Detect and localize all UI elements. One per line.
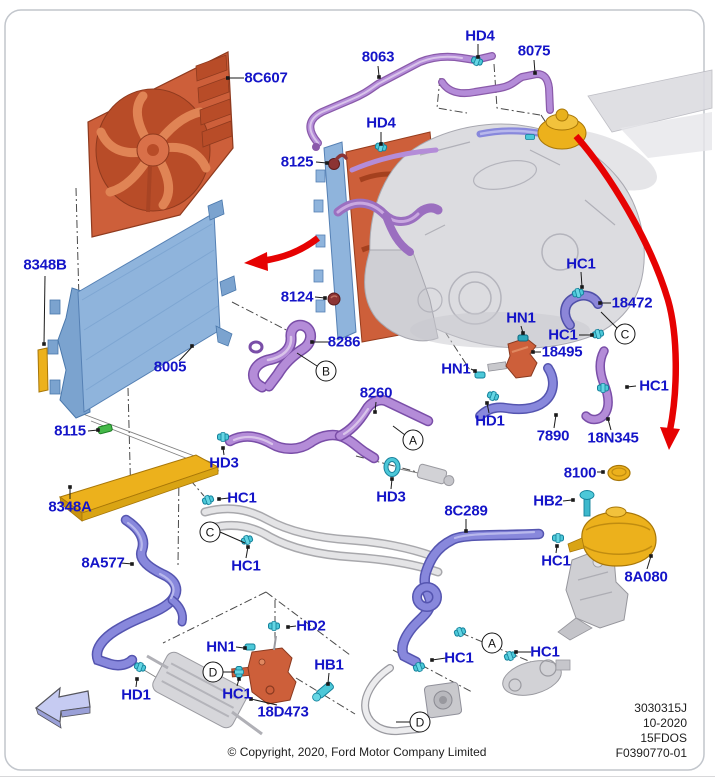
part-label-8348a-14: 8348A — [48, 498, 92, 516]
doc-line: 15FDOS — [640, 731, 687, 745]
part-label-hc1-39: HC1 — [444, 649, 474, 667]
part-label-8a577-17: 8A577 — [81, 554, 125, 572]
part-label-18n345-27: 18N345 — [587, 429, 639, 447]
callout-c-2: C — [615, 324, 636, 345]
part-label-8286-8: 8286 — [327, 333, 361, 351]
callout-b-0: B — [316, 361, 337, 382]
part-label-8124-7: 8124 — [280, 288, 314, 306]
part-label-hn1-20: HN1 — [506, 309, 536, 327]
part-label-8125-5: 8125 — [280, 153, 314, 171]
part-label-hc1-24: HC1 — [639, 377, 669, 395]
part-label-8075-3: 8075 — [517, 42, 551, 60]
part-label-8260-10: 8260 — [359, 384, 393, 402]
part-label-hc1-31: HC1 — [541, 552, 571, 570]
part-label-8c607-0: 8C607 — [244, 69, 288, 87]
part-label-hd3-12: HD3 — [209, 454, 239, 472]
part-label-hc1-40: HC1 — [530, 643, 560, 661]
doc-line: 10-2020 — [642, 716, 687, 730]
part-label-hn1-34: HN1 — [206, 638, 236, 656]
part-label-hb2-29: HB2 — [533, 492, 563, 510]
callout-a-5: A — [482, 633, 503, 654]
callout-a-1: A — [403, 430, 424, 451]
part-label-hd1-25: HD1 — [475, 412, 505, 430]
part-label-hd2-33: HD2 — [296, 617, 326, 635]
part-label-8115-11: 8115 — [54, 422, 86, 440]
part-label-hd3-13: HD3 — [376, 488, 406, 506]
part-label-8005-9: 8005 — [153, 358, 187, 376]
part-label-18495-22: 18495 — [541, 343, 583, 361]
callout-d-6: D — [410, 712, 431, 733]
callout-d-4: D — [203, 662, 224, 683]
document-number-block — [616, 701, 687, 761]
part-label-8c289-30: 8C289 — [444, 502, 488, 520]
copyright-text: © Copyright, 2020, Ford Motor Company Limited — [227, 745, 487, 759]
part-label-hc1-18: HC1 — [566, 255, 596, 273]
part-label-hb1-35: HB1 — [314, 656, 344, 674]
callout-c-3: C — [200, 522, 221, 543]
part-label-hd1-38: HD1 — [121, 686, 151, 704]
part-label-hd4-2: HD4 — [465, 27, 495, 45]
doc-line: 3030315J — [634, 701, 687, 715]
part-label-hc1-16: HC1 — [231, 557, 261, 575]
part-label-18d473-37: 18D473 — [257, 703, 309, 721]
part-label-18472-19: 18472 — [611, 294, 653, 312]
part-label-8348b-6: 8348B — [23, 256, 67, 274]
part-label-hd4-4: HD4 — [366, 114, 396, 132]
part-label-8100-28: 8100 — [563, 464, 597, 482]
part-label-7890-26: 7890 — [536, 427, 570, 445]
part-label-hc1-15: HC1 — [227, 489, 257, 507]
part-label-8a080-32: 8A080 — [624, 568, 668, 586]
part-label-hc1-36: HC1 — [222, 685, 252, 703]
part-label-hn1-23: HN1 — [441, 360, 471, 378]
part-label-8063-1: 8063 — [361, 48, 395, 66]
doc-line: F0390770-01 — [615, 746, 687, 760]
part-label-hc1-21: HC1 — [548, 326, 578, 344]
